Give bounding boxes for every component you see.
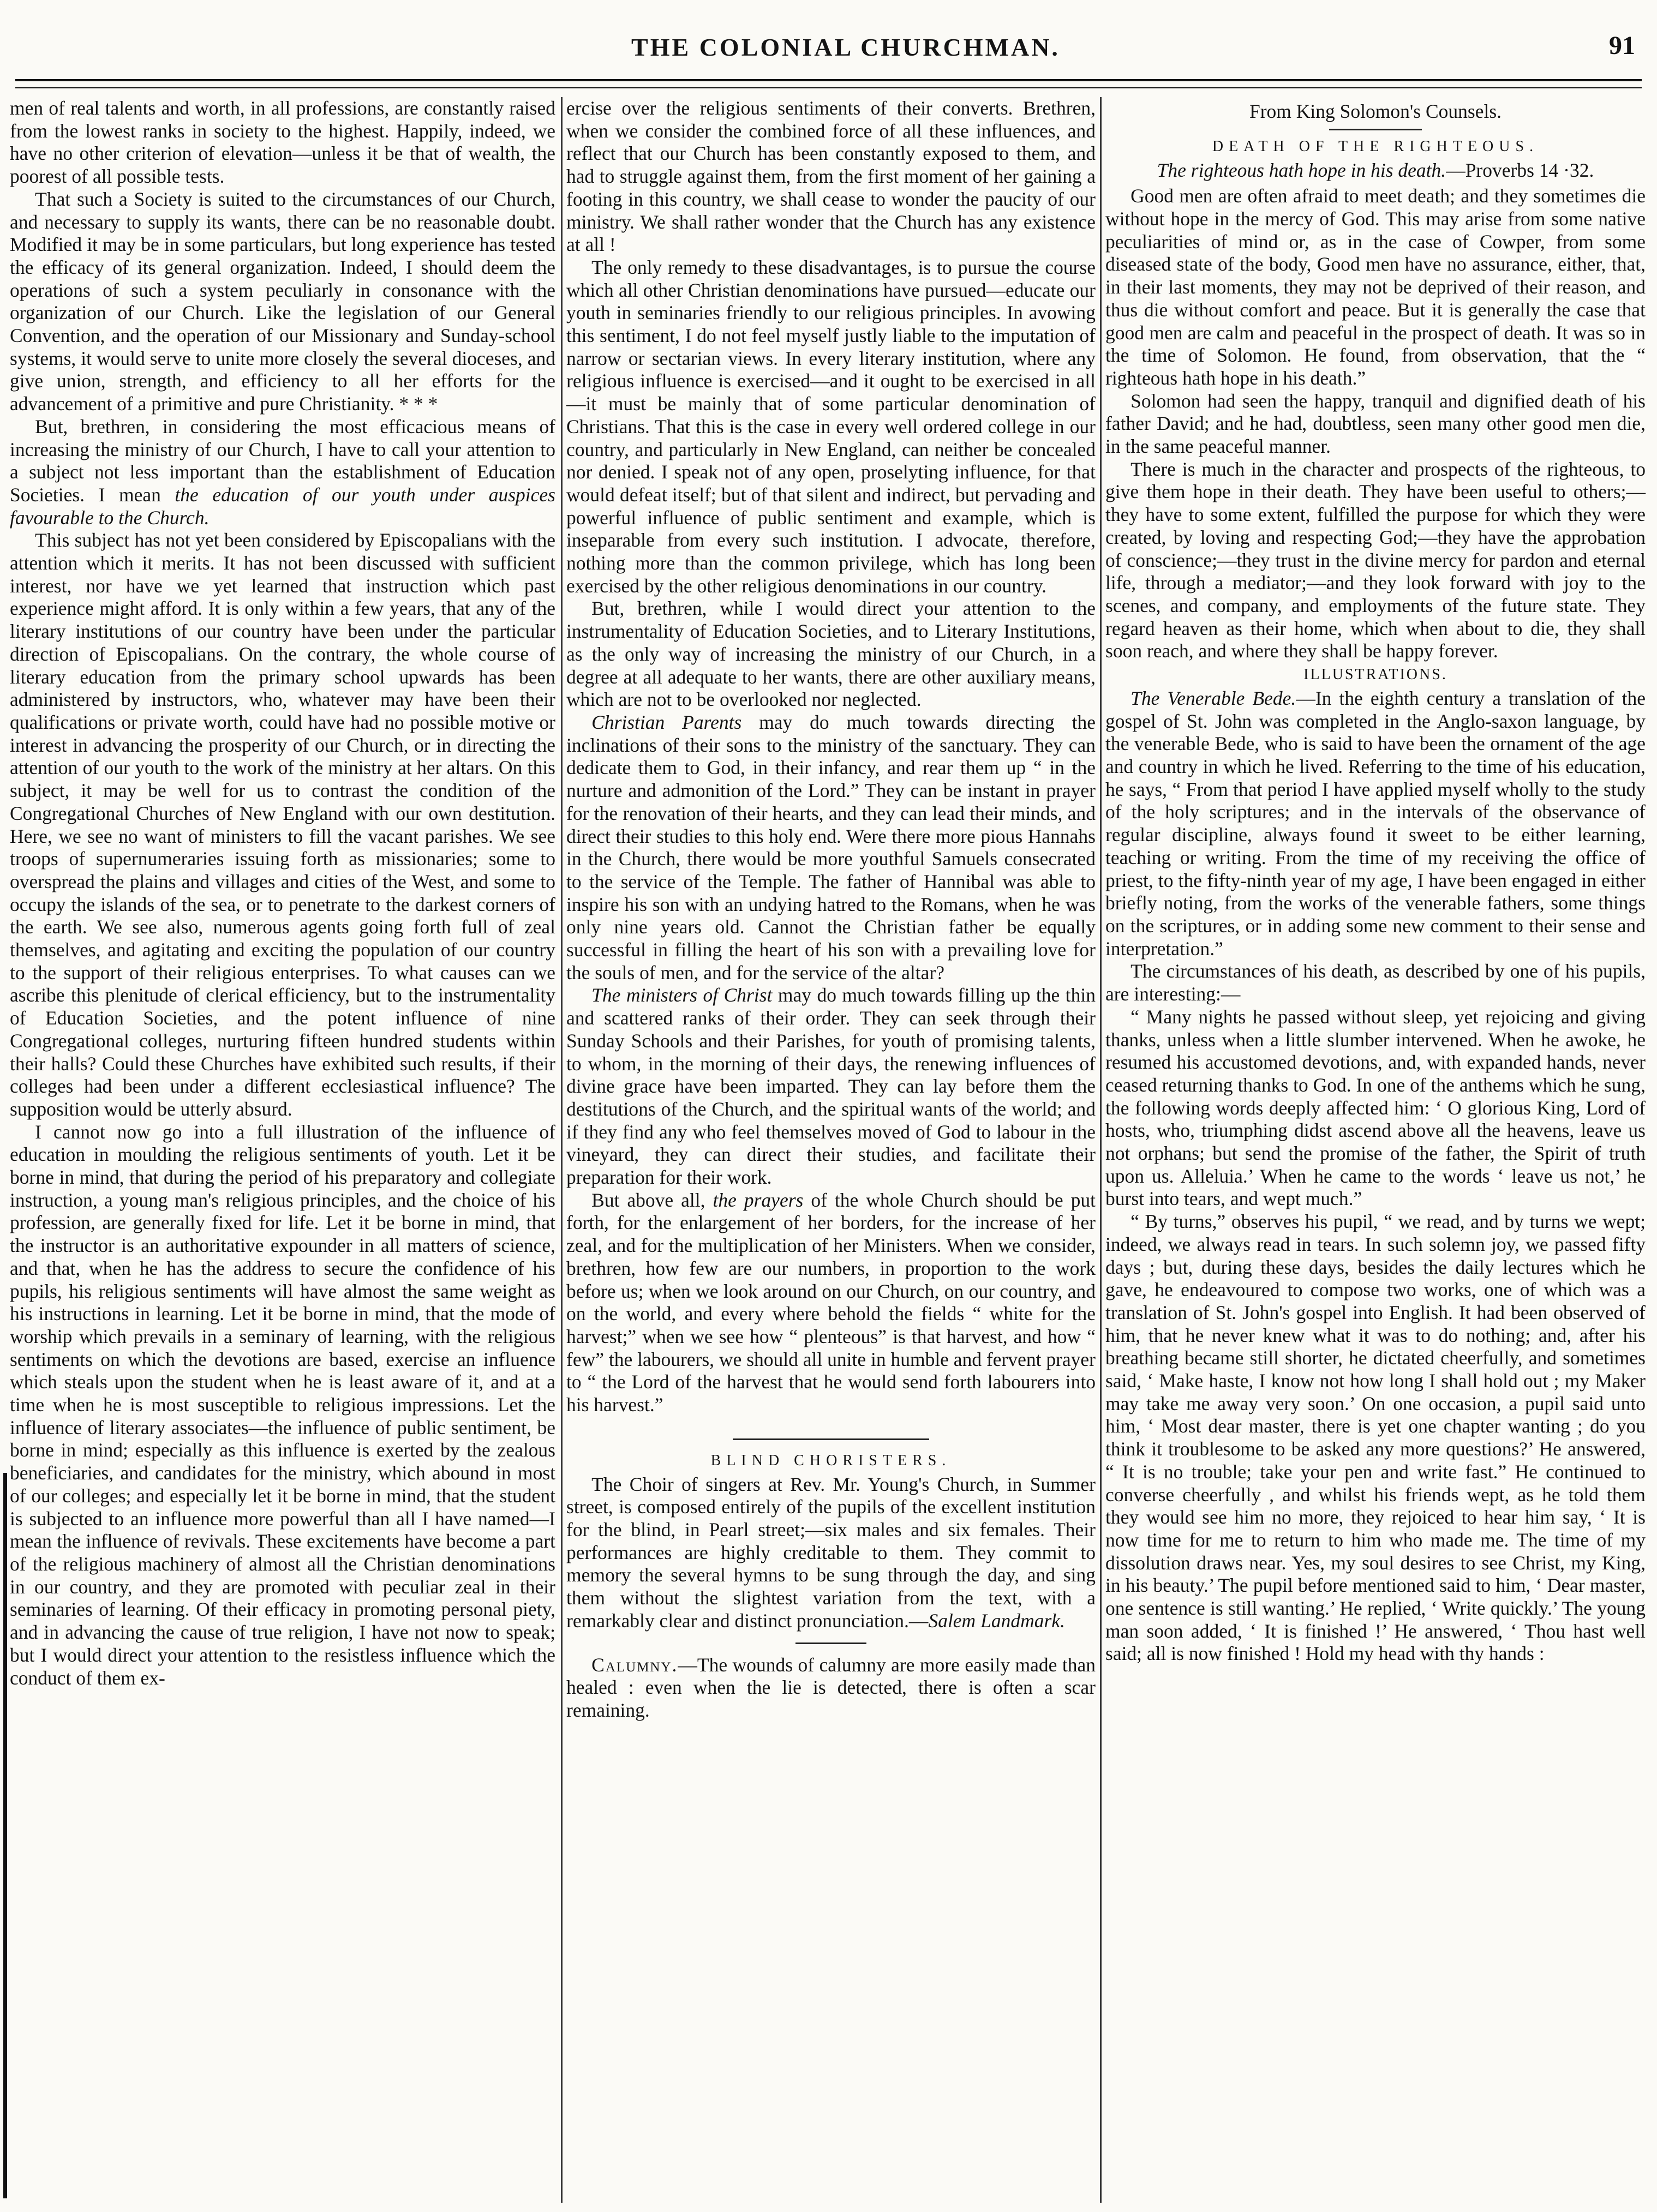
emphasis-text: the education of our youth under auspices favourable to the Church. [10,483,555,529]
paragraph: But, brethren, while I would direct your attention to the instrumentality of Education Societies, and to Literary Institutions, as the only way of increasing the ministry of our Church, in a degree at all adequate to her wants, there are other auxiliary means, which are not to be overlooked nor neglected. [566,597,1096,711]
column-1 [10,97,555,1689]
paragraph-text: —The wounds of calumny are more easily made than healed : even when the lie is detected, there is often a scar remaining. [566,1653,1096,1721]
paragraph: “ By turns,” observes his pupil, “ we read, and by turns we wept; indeed, we always read in tears. In such solemn joy, we passed fifty days ; but, during these days, besides the daily lectures which he gave, he endeavoured to compose two works, one of which was a translation of St. John's gospel into English. It had been observed of him, that he never knew what it was to do nothing; and, after his breathing became still shorter, he dictated cheerfully, and sometimes said, ‘ Make haste, I know not how long I shall hold out ; my Maker may take me away very soon.’ On one occasion, a pupil said unto him, ‘ Most dear master, there is yet one chapter wanting ; do you think it troublesome to be asked any more questions?’ He answered, “ It is no trouble; take your pen and write fast.” He continued to converse cheerfully , and whilst his friends wept, as he told them they would see him no more, they rejoiced to hear him say, ‘ It is now time for me to return to him who made me. The time of my dissolution draws near. Yes, my soul desires to see Christ, my King, in his beauty.’ The pupil before mentioned said to him, ‘ Dear master, one sentence is still wanting.’ He replied, ‘ Write quickly.’ The young man soon added, ‘ It is finished !’ He answered, ‘ Thou hast well said; all is now finished ! Hold my head with thy hands : [1105,1210,1646,1665]
scripture-reference: —Proverbs 14 ·32. [1446,159,1594,181]
column-divider-2 [1100,97,1102,2203]
paragraph-text: The Choir of singers at Rev. Mr. Young's Church, in Summer street, is composed entirely of the pupils of the excellent institution for the blind, in Pearl street;—six males and six females. Their performances are highly creditable to them. They commit to memory the several hymns to be sung through the day, and sing them without the slightest variation from the text, with a remarkably clear and distinct pronunciation.— [566,1473,1096,1632]
paragraph: I cannot now go into a full illustration of the influence of education in moulding the religious sentiments of youth. Let it be borne in mind, that during the period of his preparatory and collegiate instruction, a young man's religious principles, and the choice of his profession, are generally fixed for life. Let it be borne in mind, that the instructor is an authoritative expounder in all matters of science, and that, when he has the address to secure the confidence of his pupils, his religious sentiments will have almost the same weight as his instructions in learning. Let it be borne in mind, that the mode of worship which prevails in a seminary of learning, with the religious sentiments on which the devotions are based, exercise an influence which steals upon the student when he is least aware of it, and at a time when he is most susceptible to religious impressions. Let the influence of literary associates—the influence of public sentiment, be borne in mind; especially as this influence is exerted by the zealous beneficiaries, and candidates for the ministry, which abound in most of our colleges; and especially let it be borne in mind, that the student is subjected to an influence more powerful than all I have named—I mean the influence of revivals. These excitements have become a part of the religious machinery of almost all the Christian denominations in our country, and they are promoted with peculiar zeal in their seminaries of learning. Of their efficacy in promoting personal piety, and in advancing the cause of true religion, I have not now to speak; but I would direct your attention to the resistless influence which the conduct of them ex- [10,1120,555,1689]
margin-mark [3,1473,7,2198]
emphasis-text: the prayers [713,1189,804,1211]
paragraph-text: may do much towards filling up the thin and scattered ranks of their order. They can seek through their Sunday Schools and their Parishes, for youth of promising talents, to whom, in the morning of their days, the renewing influences of divine grace have been imparted. They can lay before them the destitutions of the Church, and the spiritual wants of the world; and if they find any who feel themselves moved of God to labour in the vineyard, they can direct their studies, and facilitate their preparation for their work. [566,984,1096,1189]
paragraph [1105,687,1646,960]
subheading: ILLUSTRATIONS. [1303,666,1447,684]
scripture-quote: The righteous hath hope in his death. [1157,159,1446,181]
section-rule [1329,129,1422,130]
source-attribution: Salem Landmark. [928,1609,1065,1632]
emphasis-text: Christian Parents [591,711,742,733]
paragraph: Solomon had seen the happy, tranquil and dignified death of his father David; and he had, doubtless, seen many other good men die, in the same peaceful manner. [1105,389,1646,458]
section-rule [733,1438,929,1440]
lead-word: Calumny. [591,1653,678,1676]
paragraph-text: of the whole Church should be put forth, for the enlargement of her borders, for the increase of her zeal, and for the multiplication of her Ministers. When we consider, brethren, how few are our numbers, in proportion to the work before us; when we look around on our Church, on our country, and on the world, and every where behold the fields “ white for the harvest;” when we see how “ plenteous” is that harvest, and how “ few” the labourers, we should all unite in humble and fervent prayer to “ the Lord of the harvest that he would send forth labourers into his harvest.” [566,1189,1096,1416]
paragraph: That such a Society is suited to the circumstances of our Church, and necessary to supply its wants, there can be no reasonable doubt. Modified it may be in some particulars, but long experience has tested the efficacy of its general organization. Indeed, I should deem the operations of such a system peculiarly in consonance with the organization of our Church. Like the legislation of our General Convention, and the operation of our Missionary and Sunday-school systems, it would serve to unite more closely the several dioceses, and give union, strength, and efficiency to all her efforts for the advancement of a primitive and pure Christianity. * * * [10,188,555,415]
paragraph-text: —In the eighth century a translation of the gospel of St. John was completed in the Anglo-saxon language, by the venerable Bede, who is said to have been the ornament of the age and country in which he lived. Referring to the time of his education, he says, “ From that period I have applied myself wholly to the study of the holy scriptures; and in the intervals of the observance of regular discipline, always found it sweet to be either learning, teaching or writing. From the time of my receiving the office of priest, to the fifty-ninth year of my age, I have been engaged in either briefly noting, from the works of the venerable fathers, some things on the scriptures, or in adding some new comment to their sense and interpretation.” [1105,687,1646,960]
page-header [0,0,1657,65]
paragraph: Good men are often afraid to meet death; and they sometimes die without hope in the mercy of God. This may arise from some native peculiarities of mind or, as in the case of Cowper, from some diseased state of the body, Good men have no assurance, either, that, in their last moments, they may not be deprived of their reason, and thus die without comfort and peace. But it is generally the case that good men are calm and peaceful in the prospect of death. It was so in the time of Solomon. He found, from observation, that the “ righteous hath hope in his death.” [1105,185,1646,389]
column-divider-1 [561,97,563,2203]
column-3 [1105,97,1646,1665]
running-title: THE COLONIAL CHURCHMAN. [631,33,1060,61]
paragraph [10,416,555,530]
source-line: From King Solomon's Counsels. [1249,100,1502,122]
section-heading: BLIND CHORISTERS. [710,1452,952,1469]
column-2 [566,97,1096,1722]
paragraph-text: But above all, [591,1189,705,1211]
emphasis-text: The ministers of Christ [591,984,773,1006]
section-rule [795,1642,866,1644]
paragraph: men of real talents and worth, in all professions, are constantly raised from the lowest ranks in society to the highest. Happily, indeed, we have no other criterion of elevation—unless it be that of wealth, the poorest of all possible tests. [10,97,555,188]
paragraph: There is much in the character and prospects of the righteous, to give them hope in their death. They have been useful to others;—they have to some extent, fulfilled the purpose for which they were created, by loving and respecting God;—they have the approbation of conscience;—they trust in the divine mercy for pardon and eternal life, through a mediator;—and they look forward with joy to the scenes, and company, and employments of the future state. They regard heaven as their home, which when about to die, they shall soon reach, and where they shall be happy forever. [1105,458,1646,662]
paragraph [566,711,1096,984]
scripture-text [1105,159,1646,182]
paragraph: The circumstances of his death, as described by one of his pupils, are interesting:— [1105,960,1646,1005]
emphasis-text: The Venerable Bede. [1130,687,1296,709]
paragraph: ercise over the religious sentiments of their converts. Brethren, when we consider the combined force of all these influences, and reflect that our Church has been constantly exposed to them, and had to struggle against them, from the first moment of her gaining a footing in this country, we shall cease to wonder the paucity of our ministry. We shall rather wonder that the Church has any existence at all ! [566,97,1096,256]
paragraph-text: But, brethren, in considering the most efficacious means of increasing the ministry of our Church, I have to call your attention to a subject not less important than the establishment of Education Societies. I mean [10,415,555,506]
paragraph [566,1473,1096,1633]
paragraph [566,1654,1096,1722]
paragraph: This subject has not yet been considered by Episcopalians with the attention which it merits. It has not been discussed with sufficient interest, nor have we yet learned that instruction which past experience might afford. It is only within a few years, that any of the literary institutions of our country have been under the particular direction of Episcopalians. On the contrary, the whole course of literary education from the primary school upwards has been administered by instructors, who, whatever may have been their qualifications or private worth, could have had no possible motive or interest in advancing the prosperity of our Church, or in directing the attention of our youth to the work of the ministry at her altars. On this subject, it may be well for us to contrast the condition of the Congregational Churches of New England with our own destitution. Here, we see no want of ministers to fill the vacant parishes. We see troops of supernumeraries issuing forth as missionaries; some to overspread the plains and villages and cities of the West, and some to occupy the islands of the sea, or to penetrate to the darkest corners of the earth. We see also, numerous agents going forth full of zeal themselves, and agitating and exciting the population of our country to the support of their religious enterprises. To what causes can we ascribe this plenitude of clerical efficiency, but to the instrumentality of Education Societies, and the potent influence of nine Congregational colleges, nurturing fifteen hundred students within their halls? Could these Churches have exhibited such results, if their colleges had been under a different ecclesiastical influence? The supposition would be utterly absurd. [10,529,555,1120]
page-number: 91 [1609,31,1635,60]
paragraph [566,984,1096,1189]
header-rule-bottom [15,87,1642,88]
section-heading: DEATH OF THE RIGHTEOUS. [1212,137,1539,155]
paragraph [566,1189,1096,1417]
paragraph-text: may do much towards directing the inclinations of their sons to the ministry of the sanctuary. They can dedicate them to God, in their infancy, and rear them up “ in the nurture and admonition of the Lord.” They can be instant in prayer for the renovation of their hearts, and they can lead their minds, and direct their studies to this holy end. Were there more pious Hannahs in the Church, there would be more youthful Samuels consecrated to the service of the Temple. The father of Hannibal was able to inspire his son with an undying hatred to the Romans, when he was only nine years old. Cannot the Christian father be equally successful in filling the heart of his son with a prevailing love for the souls of men, and for the service of the altar? [566,711,1096,984]
paragraph: The only remedy to these disadvantages, is to pursue the course which all other Christian denominations have pursued—educate our youth in seminaries friendly to our religious principles. In avowing this sentiment, I do not feel myself justly liable to the imputation of narrow or sectarian views. In every literary institution, where any religious influence is exercised—and it ought to be exercised in all—it must be mainly that of some particular denomination of Christians. That this is the case in every well ordered college in our country, and particularly in New England, can neither be concealed nor denied. I speak not of any open, proselyting influence, for that would defeat itself; but of that silent and indirect, but pervading and powerful influence of public sentiment and example, which is inseparable from every such institution. I advocate, therefore, nothing more than the common privilege, which has long been exercised by the other religious denominations in our country. [566,256,1096,597]
header-rule-top [15,79,1642,81]
paragraph: “ Many nights he passed without sleep, yet rejoicing and giving thanks, unless when a little slumber intervened. When he awoke, he resumed his accustomed devotions, and, with expanded hands, never ceased returning thanks to God. In one of the anthems which he sung, the following words deeply affected him: ‘ O glorious King, Lord of hosts, who, triumphing didst ascend above all the heavens, leave us not orphans; but send the promise of the father, the Spirit of truth upon us. Alleluia.’ When he came to the words ‘ leave us not,’ he burst into tears, and wept much.” [1105,1005,1646,1210]
